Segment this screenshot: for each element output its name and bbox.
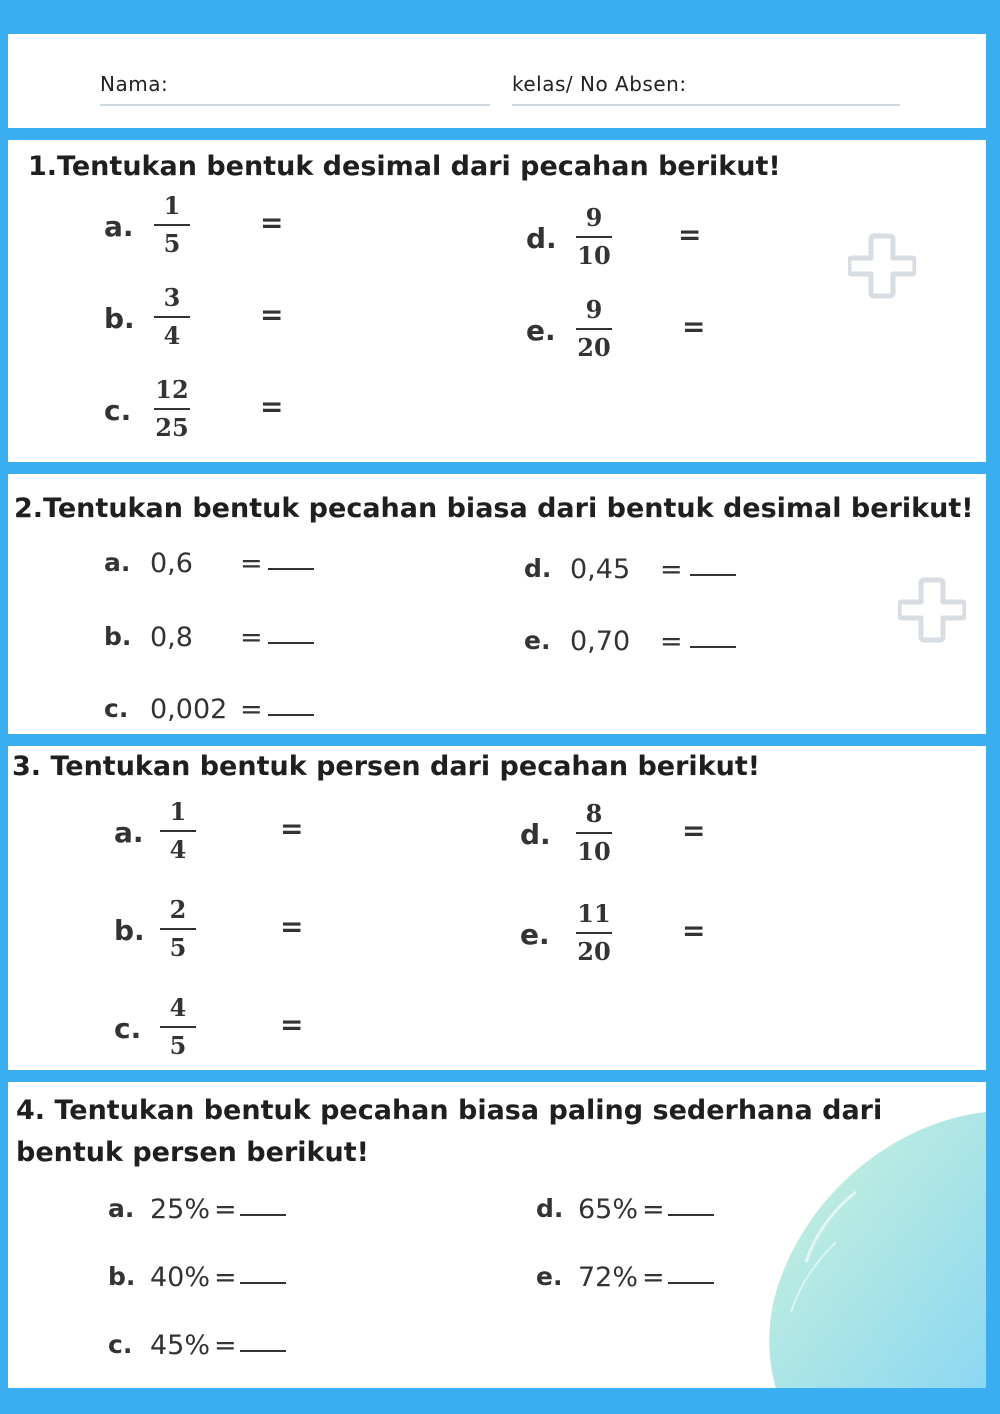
decimal-value: 0,70 [570, 626, 631, 657]
fraction-bar [576, 236, 612, 238]
fraction [574, 202, 614, 272]
q2-item-c [104, 692, 364, 732]
equals-sign: = [260, 390, 284, 423]
numerator: 3 [163, 283, 181, 312]
equals-sign: = [660, 626, 683, 657]
equals-sign: = [214, 1194, 237, 1225]
denominator: 20 [577, 333, 611, 362]
equals-sign: = [682, 310, 706, 343]
item-letter: c. [104, 694, 129, 723]
percent-value: 45% [150, 1330, 211, 1361]
equals-sign: = [240, 622, 263, 653]
fraction-bar [576, 328, 612, 330]
answer-blank[interactable] [668, 1214, 714, 1216]
denominator: 5 [169, 1031, 187, 1060]
fraction-bar [154, 316, 190, 318]
fraction [152, 190, 192, 260]
fraction [158, 796, 198, 866]
fraction [158, 894, 198, 964]
denominator: 4 [163, 321, 181, 350]
item-letter: d. [524, 554, 552, 583]
item-letter: a. [104, 210, 134, 243]
name-field-line[interactable] [100, 104, 490, 106]
fraction-bar [160, 1026, 196, 1028]
question-2-panel [8, 474, 986, 734]
fraction-bar [160, 830, 196, 832]
equals-sign: = [280, 910, 304, 943]
item-letter: a. [114, 816, 144, 849]
equals-sign: = [260, 206, 284, 239]
item-letter: b. [104, 302, 135, 335]
item-letter: a. [104, 548, 131, 577]
denominator: 5 [163, 229, 181, 258]
q2-item-a [104, 546, 364, 586]
q4-item-c [108, 1328, 338, 1368]
percent-value: 25% [150, 1194, 211, 1225]
plus-decoration-icon [848, 232, 916, 300]
q4-item-e [536, 1260, 766, 1300]
answer-blank[interactable] [668, 1282, 714, 1284]
gradient-blob-decoration [746, 1112, 986, 1388]
question-2-title: 2.Tentukan bentuk pecahan biasa dari bentuk desimal berikut! [14, 493, 974, 524]
fraction [574, 294, 614, 364]
numerator: 12 [155, 375, 189, 404]
equals-sign: = [682, 814, 706, 847]
fraction [158, 992, 198, 1062]
decimal-value: 0,45 [570, 554, 631, 585]
fraction [574, 798, 614, 868]
numerator: 2 [169, 895, 187, 924]
fraction [152, 374, 192, 444]
fraction [574, 898, 614, 968]
equals-sign: = [240, 694, 263, 725]
item-letter: d. [520, 818, 551, 851]
decimal-value: 0,6 [150, 548, 193, 579]
equals-sign: = [214, 1262, 237, 1293]
numerator: 1 [169, 797, 187, 826]
denominator: 10 [577, 837, 611, 866]
q2-item-b [104, 620, 364, 660]
item-letter: a. [108, 1194, 135, 1223]
q4-item-a [108, 1192, 338, 1232]
item-letter: b. [114, 914, 145, 947]
numerator: 11 [577, 899, 611, 928]
answer-blank[interactable] [690, 574, 736, 576]
answer-blank[interactable] [240, 1214, 286, 1216]
fraction-bar [154, 224, 190, 226]
name-label: Nama: [100, 72, 169, 96]
q4-item-b [108, 1260, 338, 1300]
answer-blank[interactable] [268, 642, 314, 644]
fraction-bar [154, 408, 190, 410]
equals-sign: = [682, 914, 706, 947]
equals-sign: = [642, 1194, 665, 1225]
fraction-bar [576, 932, 612, 934]
class-field-line[interactable] [512, 104, 900, 106]
decimal-value: 0,002 [150, 694, 228, 725]
q2-item-e [524, 624, 784, 664]
equals-sign: = [678, 218, 702, 251]
question-4-title-line-1: 4. Tentukan bentuk pecahan biasa paling sederhana dari [16, 1095, 883, 1126]
percent-value: 40% [150, 1262, 211, 1293]
fraction-bar [160, 928, 196, 930]
equals-sign: = [214, 1330, 237, 1361]
item-letter: e. [520, 918, 550, 951]
answer-blank[interactable] [268, 714, 314, 716]
denominator: 10 [577, 241, 611, 270]
answer-blank[interactable] [240, 1350, 286, 1352]
denominator: 25 [155, 413, 189, 442]
item-letter: c. [104, 394, 132, 427]
denominator: 5 [169, 933, 187, 962]
numerator: 8 [585, 799, 603, 828]
numerator: 4 [169, 993, 187, 1022]
numerator: 9 [585, 295, 603, 324]
fraction [152, 282, 192, 352]
equals-sign: = [660, 554, 683, 585]
equals-sign: = [642, 1262, 665, 1293]
item-letter: e. [524, 626, 551, 655]
item-letter: d. [526, 222, 557, 255]
class-label: kelas/ No Absen: [512, 72, 687, 96]
equals-sign: = [240, 548, 263, 579]
item-letter: b. [108, 1262, 136, 1291]
equals-sign: = [280, 812, 304, 845]
question-3-title: 3. Tentukan bentuk persen dari pecahan berikut! [12, 751, 761, 782]
plus-decoration-icon [898, 576, 966, 644]
percent-value: 65% [578, 1194, 639, 1225]
decimal-value: 0,8 [150, 622, 193, 653]
header-panel [8, 34, 986, 128]
q4-item-d [536, 1192, 766, 1232]
question-4-title-line-2: bentuk persen berikut! [16, 1137, 369, 1168]
item-letter: c. [114, 1012, 142, 1045]
answer-blank[interactable] [268, 568, 314, 570]
numerator: 9 [585, 203, 603, 232]
question-1-title: 1.Tentukan bentuk desimal dari pecahan berikut! [28, 151, 781, 182]
answer-blank[interactable] [690, 646, 736, 648]
question-3-panel [8, 746, 986, 1070]
numerator: 1 [163, 191, 181, 220]
item-letter: d. [536, 1194, 564, 1223]
item-letter: c. [108, 1330, 133, 1359]
fraction-bar [576, 832, 612, 834]
item-letter: b. [104, 622, 132, 651]
denominator: 20 [577, 937, 611, 966]
item-letter: e. [526, 314, 556, 347]
item-letter: e. [536, 1262, 563, 1291]
equals-sign: = [280, 1008, 304, 1041]
question-1-panel [8, 140, 986, 462]
question-4-panel [8, 1082, 986, 1388]
q2-item-d [524, 552, 784, 592]
percent-value: 72% [578, 1262, 639, 1293]
answer-blank[interactable] [240, 1282, 286, 1284]
denominator: 4 [169, 835, 187, 864]
equals-sign: = [260, 298, 284, 331]
